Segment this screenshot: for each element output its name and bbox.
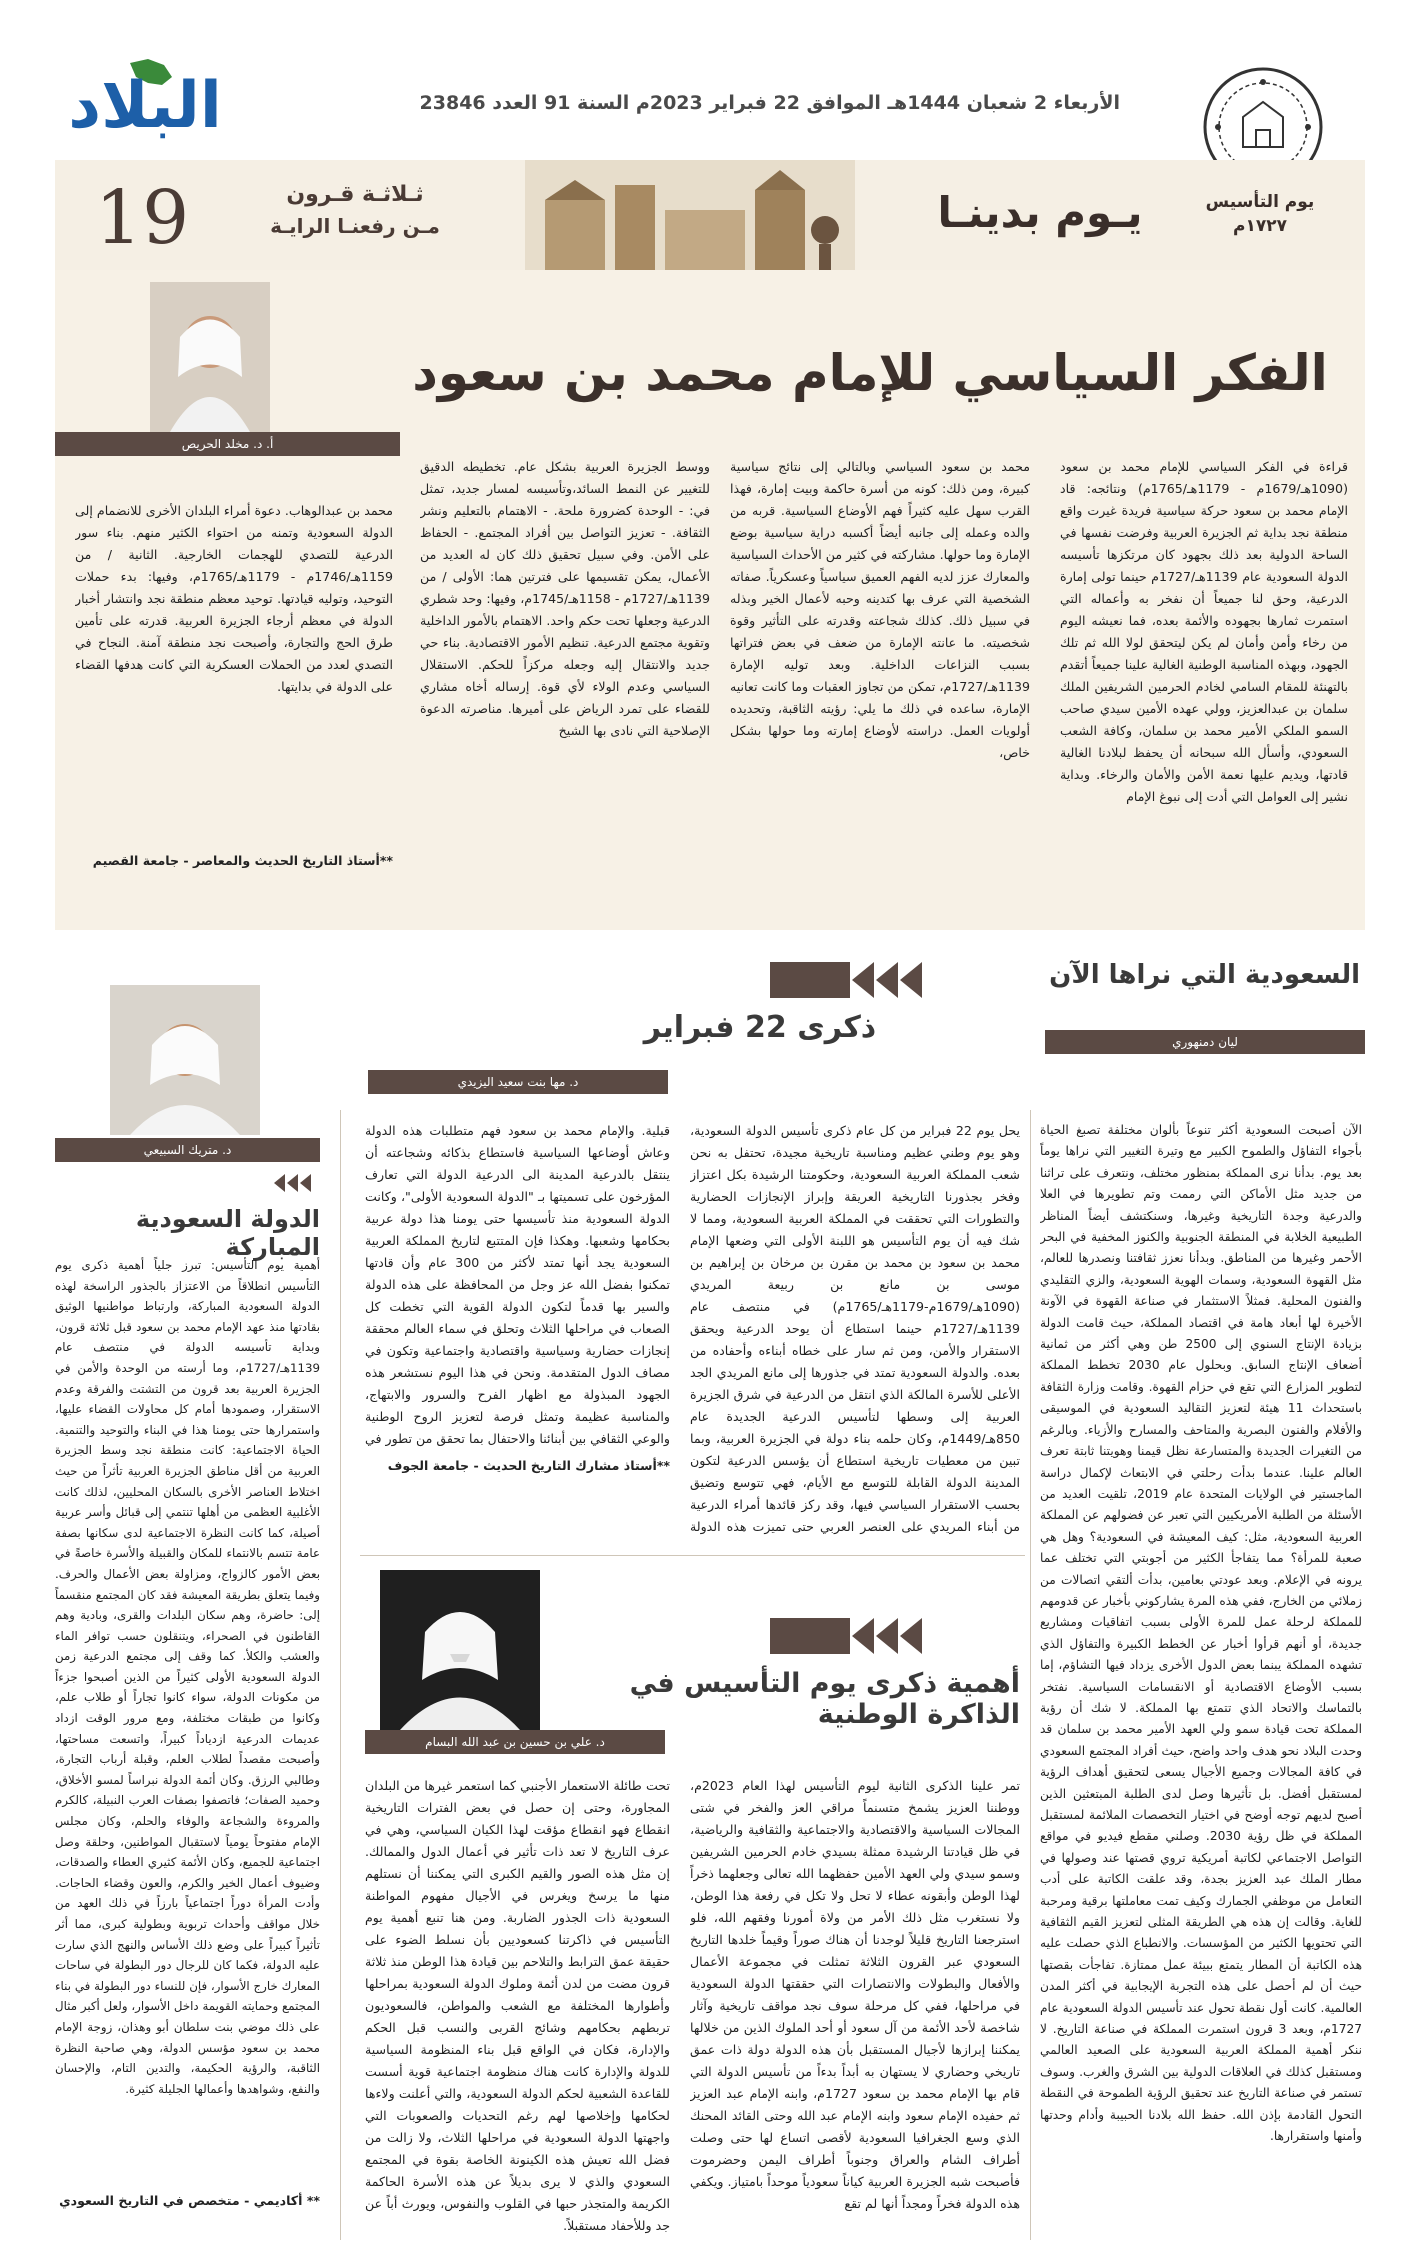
now-headline: السعودية التي نراها الآن [1049,960,1360,990]
banner-illustration [525,160,855,270]
author-photo-lead [150,282,270,432]
dateline: الأربعاء 2 شعبان 1444هـ الموافق 22 فبراير 2023م السنة 91 العدد 23846 [419,92,1120,114]
blessed-body: أهمية يوم التأسيس: تبرز جلياً أهمية ذكرى يوم التأسيس انطلاقاً من الاعتزاز بالجذور الراسخة لهذه الدولة السعودية المباركة، وارتباط مواطنيها الوثيق بقادتها منذ عهد الإمام محمد بن سعود قبل ثلاثة قرون، وبداية تأسيسه الدولة في منتصف عام 1139هـ/1727م، وما أرسته من الوحدة والأمن في الجزيرة العربية بعد قرون من التشتت والفرقة وعدم الاستقرار، وصمودها أمام كل محاولات القضاء عليها، واستمرارها حتى يومنا هذا في البناء والتوحيد والتنمية. الحياة الاجتماعية: كانت منطقة نجد وسط الجزيرة العربية من أقل مناطق الجزيرة العربية تأثراً من حيث اختلاط العناصر الأخرى بالسكان المحليين، لذلك كانت الأغلبية العظمى من أهلها تنتمي إلى قبائل وأسر عربية أصيلة، كما كانت النظرة الاجتماعية لدى سكانها بصفة عامة تتسم بالانتماء للمكان والقبيلة والأسرة خاصةً في بعض الأمور كالزواج، ومزاولة بعض الأعمال والحرف. وفيما يتعلق بطريقة المعيشة فقد كان المجتمع منقسماً إلى: حاضرة، وهم سكان البلدات والقرى، وبادية وهم القاطنون في الصحراء، ويتنقلون حسب توافر الماء والعشب والكلأ. كما وقف إلى مجتمع الدرعية زمن الدولة السعودية الأولى كثيراً من الذين أصبحوا جزءاً من مكونات الدولة، سواء كانوا تجاراً أو طلاب علم، وكانوا من طبقات مختلفة، ومع مرور الوقت ازداد عديمات الدرعية ازدياداً كبيراً، واتسعت مساحتها، وأصبحت مقصداً لطلاب العلم، وقبلة أرباب التجارة، وطالبي الرزق. وكان أئمة الدولة نبراساً لمسو الأخلاق، وحميد الصفات؛ فاتصفوا بصفات العرب النبيلة، كالكرم والمروءة والشجاعة والوفاء والحلم، وكان مجلس الإمام مفتوحاً يومياً لاستقبال المواطنين، وحلقة وصل اجتماعية للجميع، وكان الأئمة كثيري العطاء والصدقات، وضيوف أعمال الخير والكرم، والعون وقضاء الحاجات. وأدت المرأة دوراً اجتماعياً بارزاً في ذلك العهد من خلال مواقف وأحداث تربوية وبطولية كبرى، مما أثر تأثيراً كبيراً على وضع ذلك الأساس والنهج الذي سارت عليه الدولة، فكما كان للرجال دور البطولة في ساحات المعارك خارج الأسوار، فإن للنساء دور البطولة في بناء المجتمع وحمايته القويمة داخل الأسوار، ولعل أكبر مثال على ذلك موضي بنت سلطان أبو وهذان، زوجة الإمام محمد بن سعود مؤسس الدولة، وهي صاحبة النظرة الثاقبة، والرؤية الحكيمة، والتدين التام، والإحسان والنفع، وشواهدها وأعمالها الجليلة كثيرة. [55,1258,320,2096]
small-chevron-icon [272,1174,311,1192]
now-author: ليان دمنهوري [1045,1030,1365,1054]
banner-subtitle-2: مـن رفعنـا الرايـة [270,214,440,238]
feb22-footnote: **أستاذ مشارك التاريخ الحديث - جامعة الجوف [387,1458,670,1473]
author-portrait-icon [380,1570,540,1730]
blessed-author: د. متريك السبيعي [55,1138,320,1162]
memory-headline: أهمية ذكرى يوم التأسيس في الذاكرة الوطنية [629,1668,1020,1730]
heritage-scene-icon [525,160,855,270]
banner-title: يـوم بدينـا [937,188,1143,237]
column-divider [340,1110,341,2240]
chevron-arrow-icon [770,1618,922,1654]
memory-column-b: تحت طائلة الاستعمار الأجنبي كما استعمر غيرها من البلدان المجاورة، وحتى إن حصل في بعض الفترات التاريخية انقطاع فهو انقطاع مؤقت لهذا الكيان السياسي، وهي في عرف التاريخ لا تعد ذات تأثير في أعمال الدول والممالك. إن مثل هذه الصور والقيم الكبرى التي يمكننا أن نستلهم منها ما يرسخ ويغرس في الأجيال مفهوم المواطنة السعودية ذات الجذور الضاربة. ومن هنا تنبع أهمية يوم التأسيس في ذاكرتنا كسعوديين بأن نسلط الضوء على حقيقة عمق الترابط والتلاحم بين قيادة هذا الوطن منذ ثلاثة قرون مضت من لدن أئمة وملوك الدولة السعودية بمراحلها وأطوارها المختلفة مع الشعب والمواطن، فالسعوديون تربطهم بحكامهم وشائج القربى والنسب قبل الحكم والإدارة، فكان في الواقع قبل بناء المنظومة السياسية للدولة والإدارة كانت هناك منظومة اجتماعية قوية أسست للقاعدة الشعبية لحكم الدولة السعودية، والتي أعلنت ولاءها لحكامها وإخلاصها لهم رغم التحديات والصعوبات التي واجهتها الدولة السعودية في مراحلها الثلاث، ولا زالت من فضل الله تعيش هذه الكينونة الخاصة بقوة في المجتمع السعودي والذي لا يرى بديلاً عن هذه الأسرة الحاكمة الكريمة والمتجذر حبها في القلوب والنفوس، ويورث أباً عن جد وللأحفاد مستقبلاً. [365,1778,670,2233]
blessed-footnote: ** أكاديمي - متخصص في التاريخ السعودي [59,2193,320,2208]
page-number: 19 [95,175,190,261]
chevron-arrow-icon [770,962,922,998]
author-photo-blessed [110,985,260,1135]
blessed-headline: الدولة السعودية المباركة [135,1205,320,1261]
author-portrait-icon [110,985,260,1135]
logo-text: البلاد [68,69,222,143]
feb22-column-b: قبلية. والإمام محمد بن سعود فهم متطلبات هذه الدولة وعاش أوضاعها السياسية فاستطاع بذكائه وشجاعته أن ينتقل بالدرعية المدينة الى الدرعية الدولة التي تعارف المؤرخون على تسميتها بـ "الدولة السعودية الأولى"، وكانت الدولة السعودية منذ تأسيسها حتى يومنا هذا دولة عربية بحكامها وشعبها. وهكذا فإن المتتبع لتاريخ المملكة العربية السعودية يجد أنها تمتد لأكثر من 300 عام وأن قادتها تمكنوا بفضل الله عز وجل من المحافظة على هذه الدولة والسير بها قدماً لتكون الدولة القوية التي تخطت كل الصعاب في مراحلها الثلاث وتحلق في سماء العالم محققة إنجازات حضارية وسياسية واقتصادية واجتماعية وتكون في مصاف الدول المتقدمة. ونحن في هذا اليوم نستشعر هذه الجهود المبذولة مع اظهار الفرح والسرور والابتهاج، والمناسبة عظيمة وتمثل فرصة لتعزيز الروح الوطنية والوعي الثقافي بين أبنائنا والاحتفال بما تحقق من تطور في [365,1123,670,1446]
masthead [0,0,1420,160]
feb22-column-a: يحل يوم 22 فبراير من كل عام ذكرى تأسيس الدولة السعودية، وهو يوم وطني عظيم ومناسبة تاريخية مجيدة، تحتفل به نحن شعب المملكة العربية السعودية، وحكومتنا الرشيدة بكل اعتزاز وفخر بجذورنا التاريخية العريقة وإبراز الإنجازات الحضارية والتطورات التي تحققت في المملكة العربية السعودية، ومما لا شك فيه أن يوم التأسيس هو اللبنة الأولى التي وضعها الإمام محمد بن سعود بن محمد بن مقرن بن مرخان بن إبراهيم بن موسى بن مانع بن ربيعة المريدي (1090هـ/1679م-1179هـ/1765م) في منتصف عام 1139هـ/1727م حينما استطاع أن يوحد الدرعية ويحقق الاستقرار والأمن، ومن ثم سار على خطاه أبناءه وأحفاده من بعده. والدولة السعودية تمتد في جذورها إلى مانع المريدي الجد الأعلى للأسرة المالكة الذي انتقل من الدرعية في شرق الجزيرة العربية إلى وسطها لتأسيس الدرعية الجديدة عام 850هـ/1449م، وكان حلمه بناء دولة في الجزيرة العربية، وبما تبين من معطيات تاريخية استطاع أن يؤسس الدرعية لتكون المدينة الدولة القابلة للتوسع مع الأيام، فهي تتوسع وتضيق بحسب الاستقرار السياسي فيها، وقد ركز قائدها أمراء الدرعية من أبناء المريدي على العنصر العربي حتى تميزت هذه الدولة [690,1123,1020,1534]
newspaper-logo [60,55,230,145]
lead-column-2: محمد بن سعود السياسي وبالتالي إلى نتائج سياسية كبيرة، ومن ذلك: كونه من أسرة حاكمة وبيت إمارة، فهذا القرب سهل عليه كثيراً فهم الأوضاع السياسية. قربه من والده وعمله إلى جانبه أيضاً أكسبه دراية سياسية بوضع الإمارة وما حولها. مشاركته في كثير من الأحداث السياسية والمعارك عزز لديه الفهم العميق سياسياً وعسكرياً. صفاته الشخصية التي عرف بها كتدينه وحبه لأعمال الخير وبذله في سبيل ذلك. كذلك شجاعته وقدرته على التأثير وقوة شخصيته. ما عانته الإمارة من ضعف في بعض فتراتها بسبب النزاعات الداخلية. وبعد توليه الإمارة 1139هـ/1727م، تمكن من تجاوز العقبات وما كانت تعانيه الإمارة، ساعده في ذلك ما يلي: رؤيته الثاقبة، وتحديده أولويات العمل. دراسته لأوضاع إمارته وما حولها بشكل خاص، [730,459,1030,760]
banner [55,160,1365,270]
now-body: الآن أصبحت السعودية أكثر تنوعاً بألوان مختلفة تصبغ الحياة بأجواء التفاؤل والطموح الكبير مع وتيرة التغيير التي نراها يوماً بعد يوم. بدأنا نرى المملكة بمنظور مختلف، ونتعرف على تراثنا من جديد مثل الأماكن التي رممت وتم تطويرها في العلا والدرعية وجدة التاريخية وغيرها، وسنكتشف أيضاً المناظر الطبيعية الخلابة في المنطقة الجنوبية والكنوز المخفية في البحر الأحمر وغيرها من المناطق. وبدأنا نعزز ثقافتنا ونصدرها للعالم، مثل القهوة السعودية، وسمات الهوية السعودية، والزي التقليدي والفنون المحلية. فمثلاً الاستثمار في صناعة القهوة في الآونة الأخيرة لها أبعاد هامة في اقتصاد المملكة، حيث قامت الدولة بزيادة الإنتاج السنوي إلى 2500 طن وهي أكثر من ثمانية أضعاف الإنتاج السابق. وبحلول عام 2030 تخطط المملكة لتطوير المزارع التي تقع في حزام القهوة. وقامت وزارة الثقافة باستحداث 11 هيئة لتعزيز التقاليد السعودية في الموسيقى والأفلام والفنون البصرية والمتاحف والمسارح والأزياء. وبالرغم من التغيرات الجديدة والمتسارعة نظل قيمنا وهويتنا ثابتة تعرف العالم علينا. عندما بدأت رحلتي في الابتعاث لإكمال دراسة الماجستير في الولايات المتحدة عام 2019، تلقيت العديد من الأسئلة من الطلبة الأمريكيين التي تعبر عن فضولهم عن المملكة العربية السعودية، مثل: كيف المعيشة في السعودية؟ وهل هي صعبة للمرأة؟ مما يتفاجأ الكثير من أجوبتي التي تختلف عما يرونه في الإعلام. وبعد عودتي بعامين، بدأت ألتقي اتصالات من زملائي من الخارج، ففي هذه المرة يشاركوني بأخبار عن قدومهم للمملكة لرحلة عمل للمرة الأولى بسبب اتفاقيات ومشاريع جديدة، أو أنهم قرأوا أخبار عن الخطط الكبيرة والتفاؤل الذي تشهده المملكة يبنما بعض الدول الأخرى يزداد فيها التشاؤم، إما بسبب الأوضاع الاقتصادية أو الانقسامات السياسية. نفتخر بالتماسك والاتحاد الذي تتمتع بها المملكة. لا شك أن رؤية المملكة تحت قيادة سمو ولي العهد الأمير محمد بن سلمان قد وحدت البلاد نحو هدف واحد واضح، حيث أفراد المجتمع السعودي في كافة المجالات وجميع الأجيال يسعى لتحقيق أهداف الرؤية لمستقبل أفضل. بل تأثيرها وصل لدى الطلبة المبتعثين الذين أصبح لديهم توجه أوضح في اختيار التخصصات الملائمة لمستقبل المملكة في ظل رؤية 2030. وصلني مقطع فيديو في مواقع التواصل الاجتماعي لكاتبة أمريكية تروي قصتها عند وصولها في مطار الملك عبد العزيز بجدة، وقد علقت الكاتبة على أدب التعامل من موظفي الجمارك وكيف تمت معاملتها برقية ومرحبة للغاية. وقالت إن هذه هي الطريقة المثلى لتعزيز القيم الثقافية التي تحتويها الكثير من المؤسسات. والانطباع الذي حصلت عليه هذه الكاتبة أن المطار يتمتع ببيئة عمل ممتازة. تفاجأت بقصتها حيث أن لم أحصل على هذه التجربة الإيجابية في أكثر المدن العالمية. كانت أول نقطة تحول عند تأسيس الدولة السعودية عام 1727م، وبعد 3 قرون استمرت المملكة في صناعة التاريخ. لا ننكر أهمية المملكة العربية السعودية على الصعيد العالمي ومستقبل كذلك في العلاقات الدولية بين الشرق والغرب. وسوف تستمر في صناعة التاريخ عند تحقيق الرؤية الطموحة في النقطة التحول القادمة بإذن الله. حفظ الله بلادنا الحبيبة وأدام وحدتها وأمنها واستقرارها. [1040,1123,1362,2144]
lead-column-1: قراءة في الفكر السياسي للإمام محمد بن سعود (1090هـ/1679م - 1179هـ/1765م) ونتائجه: قاد الإمام محمد بن سعود حركة سياسية فريدة غيرت واقع منطقة نجد بداية ثم الجزيرة العربية وفرضت نفسها في الساحة الدولية بعد ذلك بجهود كان مرتكزها تأسيسه الدولة السعودية عام 1139هـ/1727م حينما تولى إمارة الدرعية، وحق لنا جميعاً أن نفخر به وأعماله التي استمرت ثمارها بجهوده والأئمة بعده، فما نعيشه اليوم من رخاء وأمن وأمان لم يكن ليتحقق لولا الله ثم تلك الجهود، وبهذه المناسبة الوطنية الغالية علينا جميعاً أتقدم بالتهنئة للمقام السامي لخادم الحرمين الشريفين الملك سلمان بن عبدالعزيز، وولي عهده الأمين سيدي صاحب السمو الملكي الأمير محمد بن سلمان، وكافة الشعب السعودي، وأسأل الله سبحانه أن يحفظ لبلادنا الغالية قادتها، ويديم عليها نعمة الأمن والأمان والرخاء. وبداية نشير إلى العوامل التي أدت إلى نبوغ الإمام [1060,459,1348,804]
section-divider [360,1555,1025,1556]
feb22-headline: ذكرى 22 فبراير [643,1010,877,1045]
lead-column-3: ووسط الجزيرة العربية بشكل عام. تخطيطه الدقيق للتغيير عن النمط السائد،وتأسيسه لمسار جديد، تمثل في: - الوحدة كضرورة ملحة. - الاهتمام بالتعليم ونشر الثقافة. - تعزيز التواصل بين أفراد المجتمع. - الحفاظ على الأمن. وفي سبيل تحقيق ذلك كان له العديد من الأعمال، يمكن تقسيمها على فترتين هما: الأولى / من 1139هـ/1727م - 1158هـ/1745م، وفيها: وحد شطري الدرعية وجعلها تحت حكم واحد. الاهتمام بالأمور الداخلية وتقوية مجتمع الدرعية. تنظيم الأمور الاقتصادية. بناء حي جديد والانتقال إليه وجعله مركزاً للحكم. الاستقلال السياسي وعدم الولاء لأي قوة. إرساله أخاه مشاري للقضاء على تمرد الرياض على أميرها. مناصرته الدعوة الإصلاحية التي نادى بها الشيخ [420,459,710,738]
lead-article [55,270,1365,930]
banner-emblem-label: يوم التأسيس ١٧٢٧م [1205,192,1315,236]
lead-column-4: محمد بن عبدالوهاب. دعوة أمراء البلدان الأخرى للانضمام إلى الدولة السعودية وتمنه من احتواء الكثير منهم. بناء سور الدرعية للتصدي للهجمات الخارجية. الثانية / من 1159هـ/1746م - 1179هـ/1765م، وفيها: بدء حملات التوحيد، وتوليه قيادتها. توحيد معظم منطقة نجد وانتشار أخبار الدولة في معظم أرجاء الجزيرة العربية. قدرته على تأمين طرق الحج والتجارة، وأصبحت نجد منطقة آمنة. النجاح في التصدي لعدد من الحملات العسكرية التي كانت هدفها القضاء على الدولة في بدايتها. [75,503,393,694]
memory-column-a: تمر علينا الذكرى الثانية ليوم التأسيس لهذا العام 2023م، ووطننا العزيز يشمخ متسنماً مراقي العز والفخر في شتى المجالات السياسية والاقتصادية والاجتماعية والثقافية والرياضية، في ظل قيادتنا الرشيدة ممثلة بسيدي خادم الحرمين الشريفين وسمو سيدي ولي العهد الأمين حفظهما الله تعالى وجعلهما ذخراً لهذا الوطن وأبقونه عطاء لا تحل ولا تكل في رفعة هذا الوطن، ولا نستغرب مثل ذلك الأمر من ولاة أمورنا وفقهم الله، فلو استرجعنا التاريخ قليلاً لوجدنا أن هناك صوراً وقيماً خلدها التاريخ السعودي عبر القرون الثلاثة تمثلت في مجموعة الأعمال والأفعال والبطولات والانتصارات التي حققتها الدولة السعودية في مراحلها، ففي كل مرحلة سوف نجد مواقف تاريخية وآثار شاخصة لأحد الأئمة من آل سعود أو أحد الملوك الذين من خلالها يمكننا إبرازها لأجيال المستقبل بأن هذه الدولة دولة ذات عمق تاريخي وحضاري لا يستهان به أبداً بدءاً من تأسيس الدولة التي قام بها الإمام محمد بن سعود 1727م، وابنه الإمام عبد العزيز ثم حفيده الإمام سعود وابنه الإمام عبد الله وحتى القائد المحنك الذي وسع الجغرافيا السعودية لأقصى اتساع لها حتى وصلت أطراف الشام والعراق وجنوباً أطراف اليمن وحضرموت فأصبحت شبه الجزيرة العربية كياناً سعودياً موحداً بامتياز. ويكفي هذه الدولة فخراً ومجداً أنها لم تقع [690,1778,1020,2211]
column-divider [1030,1110,1031,2240]
lead-author: أ. د. مخلد الحريص [55,432,400,456]
banner-subtitle-1: ثـلاثـة قـرون [286,182,424,207]
lead-headline: الفكر السياسي للإمام محمد بن سعود [412,344,1328,402]
author-photo-memory [380,1570,540,1730]
feb22-author: د. مها بنت سعيد اليزيدي [368,1070,668,1094]
lead-footnote: **أستاذ التاريخ الحديث والمعاصر - جامعة القصيم [92,853,393,868]
author-portrait-icon [150,282,270,432]
memory-author: د. علي بن حسين بن عبد الله البسام [365,1730,665,1754]
